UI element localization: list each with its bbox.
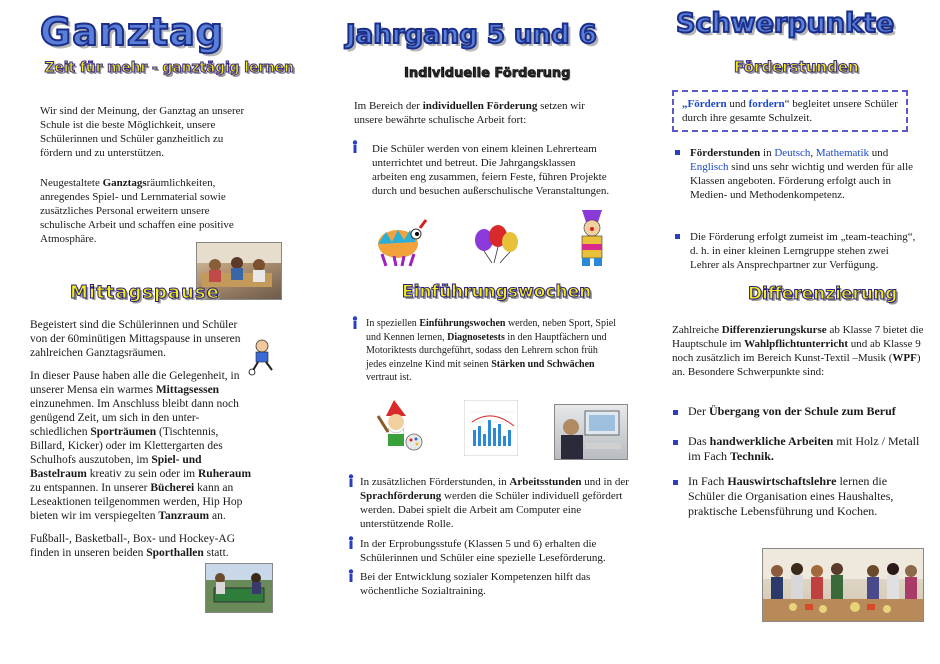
subtitle-foerderstunden: Förderstunden xyxy=(734,58,859,76)
column-schwerpunkte xyxy=(640,0,940,664)
gnome-painter-clipart xyxy=(372,398,426,452)
paragraph-intro: Wir sind der Meinung, der Ganztag an unserer Schule ist die beste Möglichkeit, unsere Schülerinnen und Schüler ganzheitlich zu fördern und zu unterstützen. xyxy=(40,105,245,159)
subtitle-ganztag: Zeit für mehr - ganztägig lernen xyxy=(44,60,294,76)
column-ganztag xyxy=(0,0,300,664)
motto-box xyxy=(672,90,908,132)
column-jahrgang xyxy=(310,0,630,664)
paragraph-foerderstunden: In zusätzlichen Förderstunden, in Arbeitsstunden und in der Sprachförderung werden die Schüler individuell gefördert werden. Dabei spielt die Arbeit am Computer eine unterstützende Rolle. xyxy=(360,476,629,530)
figure-bullet-icon xyxy=(352,140,358,154)
bar-chart-thumbnail xyxy=(464,400,518,456)
figure-bullet-icon xyxy=(352,316,358,330)
paragraph-mittagspause-2: In dieser Pause haben alle die Gelegenheit, in unserer Mensa ein warmes Mittagsessen einzunehmen. Im Anschluss bleibt dann noch genügend Zeit, um sich in den unter-schiedlichen Sporträumen (Tischtennis, Billard, Kicker) oder im Klettergarten des Schulhofs auszutoben, im Spiel- und Bastelraum kreativ zu sein oder im Ruheraum zu entspannen. In unserer Bücherei kann an Leseaktionen teilgenommen werden, Hip Hop bieten wir im verspiegelten Tanzraum an. xyxy=(30,370,252,522)
paragraph-sozialtraining: Bei der Entwicklung sozialer Kompetenzen hilft das wöchentliche Sozialtraining. xyxy=(360,571,591,597)
pinata-clipart xyxy=(372,214,428,268)
square-bullet-icon xyxy=(673,480,678,485)
title-jahrgang: Jahrgang 5 und 6 xyxy=(346,20,597,50)
photo-computer-lab xyxy=(554,404,628,460)
square-bullet-icon xyxy=(675,150,680,155)
clown-clipart xyxy=(572,206,612,268)
motto-text: „Fördern und fordern“ begleitet unsere Schüler durch ihre gesamte Schulzeit. xyxy=(682,98,898,124)
paragraph-sport-ag: Fußball-, Basketball-, Box- und Hockey-AG finden in unseren beiden Sporthallen statt. xyxy=(30,533,236,559)
photo-table-football xyxy=(205,563,273,613)
paragraph-einfuehrungswochen: In speziellen Einführungswochen werden, neben Sport, Spiel und Kennen lernen, Diagnosetests in den Hauptfächern und Motoriktests durchgeführt, sodass den Lehrern schon früh jedes einzelne Kind mit seinen Stärken und Schwächen vertraut ist. xyxy=(366,318,616,383)
figure-bullet-icon xyxy=(348,536,354,550)
title-ganztag: Ganztag xyxy=(40,10,225,54)
title-mittagspause: Mittagspause xyxy=(70,282,220,303)
photo-kitchen-group xyxy=(762,548,924,622)
title-einfuehrungswochen: Einführungswochen xyxy=(402,282,592,302)
square-bullet-icon xyxy=(675,234,680,239)
list-item-technik: Das handwerkliche Arbeiten mit Holz / Metall im Fach Technik. xyxy=(688,434,920,463)
paragraph-lesefoerderung: In der Erprobungsstufe (Klassen 5 und 6) erhalten die Schülerinnen und Schüler eine spezielle Leseförderung. xyxy=(360,538,606,564)
subtitle-individuelle-foerderung: Individuelle Förderung xyxy=(404,66,571,81)
balloons-clipart xyxy=(470,222,526,264)
square-bullet-icon xyxy=(673,440,678,445)
square-bullet-icon xyxy=(673,410,678,415)
paragraph-lehrerteam: Die Schüler werden von einem kleinen Lehrerteam unterrichtet und betreut. Die Jahrgangsklassen arbeiten eng zusammen, feiern Feste, führen Projekte durch und besuchen außerschulische Veranstaltungen. xyxy=(372,143,610,197)
title-schwerpunkte: Schwerpunkte xyxy=(676,8,895,39)
figure-bullet-icon xyxy=(348,569,354,583)
paragraph-differenzierung: Zahlreiche Differenzierungskurse ab Klasse 7 bietet die Hauptschule im Wahlpflichtunterricht und ab Klasse 9 noch zusätzlich im Bereich Kunst-Textil –Musik (WPF) an. Besondere Schwerpunkte sind: xyxy=(672,324,924,378)
paragraph-individuelle-foerderung: Im Bereich der individuellen Förderung setzen wir unsere bewährte schulische Arbeit fort: xyxy=(354,100,585,126)
paragraph-team-teaching: Die Förderung erfolgt zumeist im „team-teaching“, d. h. in einer kleinen Lerngruppe stehen zwei Lehrer als Ansprechpartner zur Verfügung. xyxy=(690,231,916,271)
paragraph-mittagspause-1: Begeistert sind die Schülerinnen und Schüler von der 60minütigen Mittagspause in unseren zahlreichen Ganztagsräumen. xyxy=(30,319,241,359)
paragraph-raeume: Neugestaltete Ganztagsräumlichkeiten, anregendes Spiel- und Lernmaterial sowie zusätzliches Personal erweitern unsere schulische Arbeit und schaffen eine positive Atmosphäre. xyxy=(40,177,234,245)
list-item-hauswirtschaft: In Fach Hauswirtschaftslehre lernen die Schüler die Organisation eines Haushaltes, praktische Lebensführung und Kochen. xyxy=(688,474,894,518)
paragraph-foerderstunden-faecher: Förderstunden in Deutsch, Mathematik und Englisch sind uns sehr wichtig und werden für alle Klassen angeboten. Förderung erfolgt auch in Medien- und Methodenkompetenz. xyxy=(690,147,914,201)
figure-bullet-icon xyxy=(348,474,354,488)
title-differenzierung: Differenzierung xyxy=(748,284,898,304)
list-item-uebergang: Der Übergang von der Schule zum Beruf xyxy=(688,404,896,418)
